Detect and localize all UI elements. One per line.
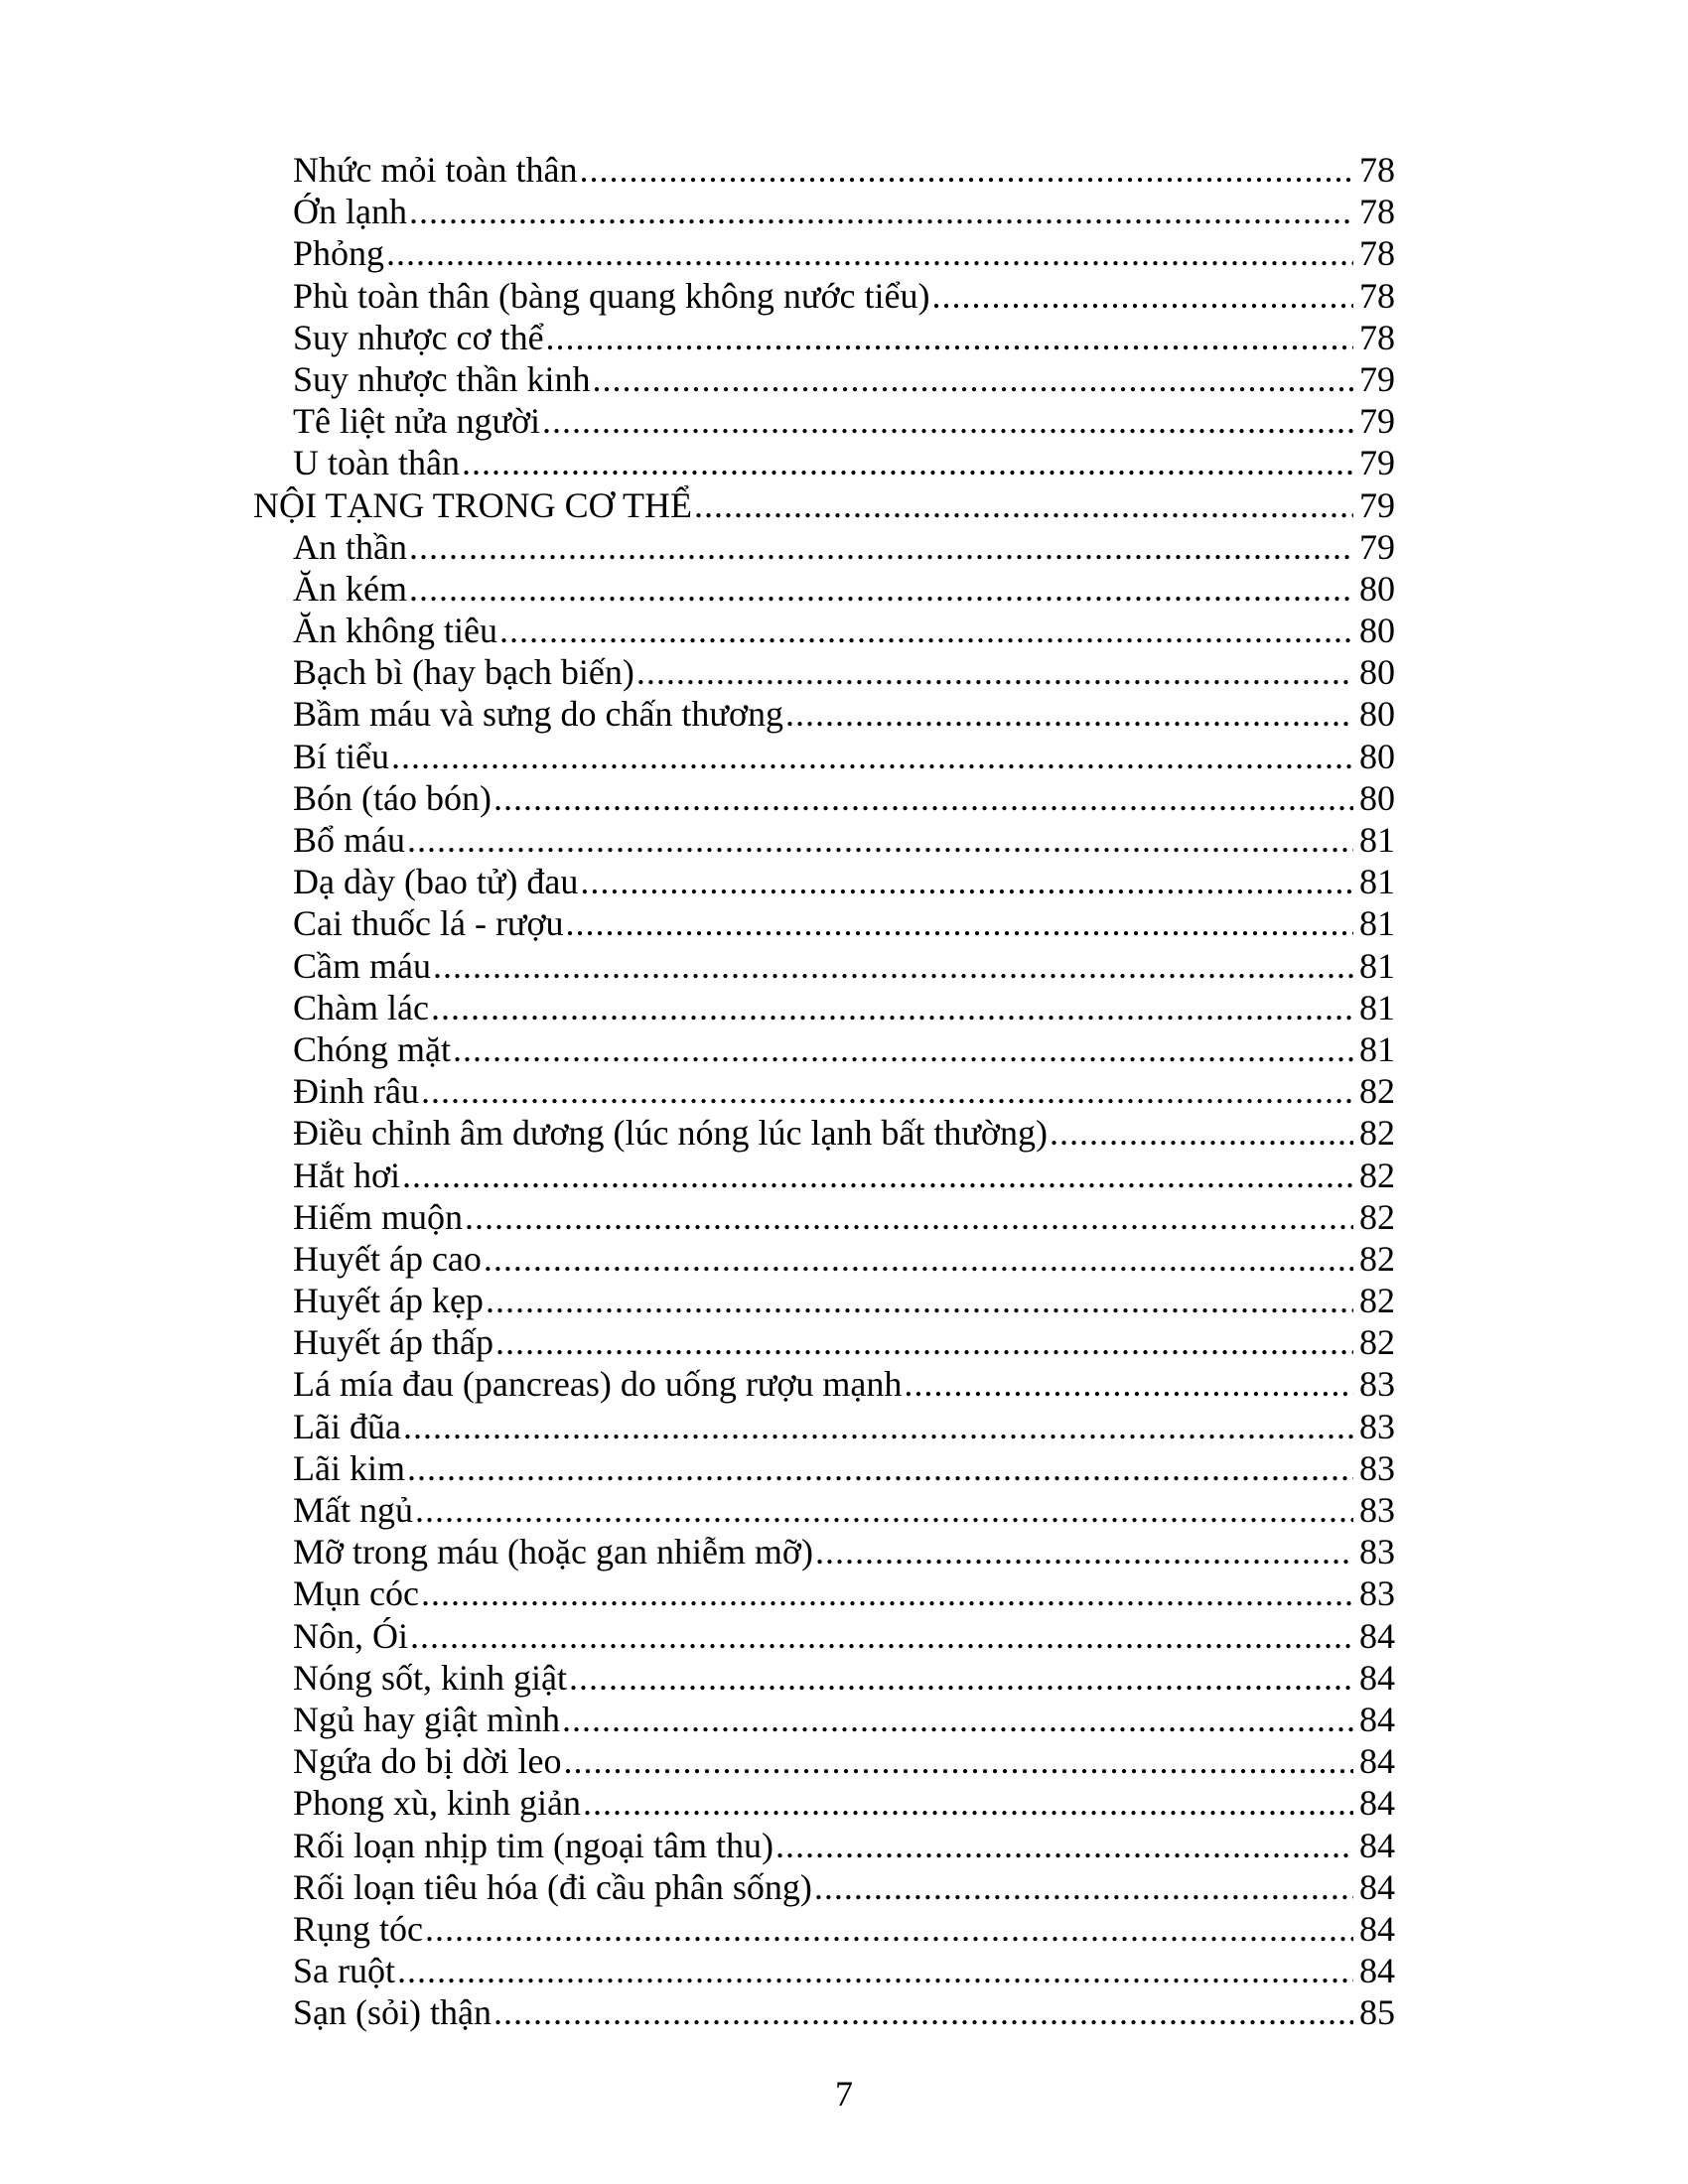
dot-leader: [410, 1615, 1353, 1657]
toc-entry: [253, 1572, 1395, 1614]
toc-entry-title: Rối loạn nhịp tim (ngoại tâm thu): [293, 1825, 774, 1865]
dot-leader: [493, 1991, 1353, 2033]
toc-entry-title: Sa ruột: [293, 1951, 395, 1991]
dot-leader: [565, 902, 1353, 944]
toc-entry: [253, 1657, 1395, 1699]
toc-entry: [253, 1280, 1395, 1321]
toc-entry-page: 82: [1359, 1155, 1395, 1195]
toc-entry-title: Ăn không tiêu: [293, 611, 497, 651]
toc-entry-page: 79: [1359, 484, 1395, 525]
toc-entry-page: 80: [1359, 694, 1395, 735]
dot-leader: [1050, 1112, 1353, 1154]
toc-entry-title: Phù toàn thân (bàng quang không nước tiểu): [293, 275, 930, 316]
toc-entry-page: 84: [1359, 1825, 1395, 1865]
dot-leader: [546, 317, 1353, 358]
toc-entry-title: Dạ dày (bao tử) đau: [293, 862, 579, 902]
dot-leader: [636, 651, 1353, 693]
toc-entry: [253, 610, 1395, 651]
toc-entry-title: Ngủ hay giật mình: [293, 1699, 560, 1739]
toc-entry-page: 85: [1359, 1992, 1395, 2033]
dot-leader: [421, 1572, 1353, 1614]
toc-entry: [253, 191, 1395, 232]
toc-entry-title: Huyết áp kẹp: [293, 1281, 484, 1321]
toc-entry-title: Tê liệt nửa người: [293, 401, 540, 442]
toc-entry-page: 81: [1359, 820, 1395, 860]
toc-entry-page: 84: [1359, 1783, 1395, 1824]
toc-entry-title: Suy nhược thần kinh: [293, 358, 591, 399]
dot-leader: [579, 149, 1353, 191]
toc-entry: [253, 568, 1395, 610]
toc-entry: [253, 1070, 1395, 1112]
toc-entry-title: Điều chỉnh âm dương (lúc nóng lúc lạnh bất thường): [293, 1113, 1048, 1154]
toc-entry: [253, 777, 1395, 819]
toc-entry: [253, 1489, 1395, 1531]
toc-entry-page: 82: [1359, 1281, 1395, 1321]
toc-entry: [253, 1196, 1395, 1238]
toc-entry: [253, 1908, 1395, 1950]
toc-entry-title: Bạch bì (hay bạch biến): [293, 652, 634, 693]
toc-entry-title: Nóng sốt, kinh giật: [293, 1657, 567, 1698]
toc-entry-title: Bón (táo bón): [293, 777, 492, 818]
toc-entry: [253, 149, 1395, 191]
dot-leader: [484, 1238, 1353, 1280]
toc-entry-page: 81: [1359, 862, 1395, 902]
dot-leader: [402, 1155, 1353, 1196]
toc-entry-title: Ớn lạnh: [293, 192, 407, 232]
toc-entry-title: An thần: [293, 526, 407, 567]
table-of-contents: [253, 149, 1395, 2033]
dot-leader: [407, 819, 1353, 861]
toc-section-heading: [253, 484, 1395, 526]
dot-leader: [562, 1699, 1353, 1740]
toc-entry-page: 81: [1359, 987, 1395, 1027]
toc-entry-page: 84: [1359, 1951, 1395, 1991]
dot-leader: [415, 1489, 1353, 1531]
toc-entry-title: Cầm máu: [293, 945, 431, 986]
dot-leader: [391, 736, 1353, 777]
toc-entry-page: 79: [1359, 526, 1395, 567]
toc-entry-page: 80: [1359, 611, 1395, 651]
dot-leader: [403, 1406, 1353, 1447]
toc-entry: [253, 945, 1395, 987]
toc-entry-title: Bầm máu và sưng do chấn thương: [293, 694, 783, 735]
toc-entry: [253, 1782, 1395, 1824]
dot-leader: [486, 1280, 1353, 1321]
toc-entry-title: Nôn, Ói: [293, 1615, 408, 1656]
dot-leader: [433, 945, 1353, 987]
toc-entry-page: 79: [1359, 401, 1395, 442]
toc-entry: [253, 1447, 1395, 1489]
toc-entry: [253, 526, 1395, 568]
toc-entry-title: Lãi đũa: [293, 1406, 401, 1446]
toc-entry-page: 84: [1359, 1908, 1395, 1949]
toc-entry-page: 78: [1359, 275, 1395, 316]
toc-entry-page: 83: [1359, 1573, 1395, 1614]
toc-entry: [253, 400, 1395, 442]
toc-entry: [253, 1112, 1395, 1154]
toc-entry-title: Hiếm muộn: [293, 1196, 463, 1237]
toc-entry: [253, 651, 1395, 693]
toc-entry-page: 84: [1359, 1699, 1395, 1739]
toc-entry-title: Rụng tóc: [293, 1908, 423, 1949]
toc-entry: [253, 819, 1395, 861]
toc-entry-title: Cai thuốc lá - rượu: [293, 903, 564, 944]
toc-entry: [253, 232, 1395, 274]
toc-entry-title: Rối loạn tiêu hóa (đi cầu phân sống): [293, 1866, 812, 1907]
toc-entry: [253, 317, 1395, 358]
toc-entry: [253, 1991, 1395, 2033]
dot-leader: [431, 987, 1353, 1028]
toc-entry-title: Mất ngủ: [293, 1490, 413, 1530]
toc-entry: [253, 442, 1395, 483]
toc-entry-page: 81: [1359, 945, 1395, 986]
dot-leader: [593, 358, 1353, 400]
toc-entry: [253, 1321, 1395, 1363]
dot-leader: [542, 400, 1353, 442]
dot-leader: [580, 861, 1353, 902]
toc-entry-page: 83: [1359, 1490, 1395, 1530]
dot-leader: [569, 1657, 1353, 1699]
dot-leader: [453, 1028, 1353, 1070]
dot-leader: [493, 777, 1353, 819]
dot-leader: [785, 693, 1353, 735]
toc-entry-page: 79: [1359, 443, 1395, 483]
toc-entry-page: 83: [1359, 1364, 1395, 1405]
toc-entry-title: NỘI TẠNG TRONG CƠ THỂ: [253, 484, 693, 525]
toc-entry: [253, 736, 1395, 777]
toc-entry-page: 82: [1359, 1196, 1395, 1237]
toc-entry: [253, 902, 1395, 944]
toc-entry-page: 78: [1359, 233, 1395, 274]
toc-entry: [253, 1950, 1395, 1991]
toc-entry-page: 78: [1359, 317, 1395, 357]
toc-entry-title: Lá mía đau (pancreas) do uống rượu mạnh: [293, 1364, 903, 1405]
toc-entry-title: Đinh râu: [293, 1071, 419, 1112]
dot-leader: [421, 1070, 1353, 1112]
dot-leader: [583, 1782, 1353, 1824]
dot-leader: [694, 484, 1353, 526]
toc-entry: [253, 1238, 1395, 1280]
dot-leader: [425, 1908, 1353, 1950]
toc-entry-title: U toàn thân: [293, 443, 460, 483]
toc-entry-title: Sạn (sỏi) thận: [293, 1992, 492, 2033]
dot-leader: [775, 1825, 1353, 1866]
toc-entry: [253, 861, 1395, 902]
toc-entry-page: 80: [1359, 777, 1395, 818]
toc-entry-title: Bổ máu: [293, 820, 405, 860]
toc-entry-title: Bí tiểu: [293, 736, 389, 776]
page-number: 7: [835, 2074, 853, 2114]
dot-leader: [815, 1531, 1353, 1572]
toc-entry-page: 78: [1359, 150, 1395, 190]
dot-leader: [495, 1321, 1353, 1363]
toc-entry: [253, 275, 1395, 317]
toc-entry-title: Mụn cóc: [293, 1573, 419, 1614]
dot-leader: [397, 1950, 1353, 1991]
toc-entry-page: 82: [1359, 1071, 1395, 1112]
toc-entry-page: 80: [1359, 568, 1395, 609]
toc-entry: [253, 693, 1395, 735]
toc-entry-title: Nhức mỏi toàn thân: [293, 150, 578, 190]
toc-entry: [253, 1363, 1395, 1405]
toc-entry-title: Chàm lác: [293, 987, 429, 1027]
dot-leader: [814, 1866, 1353, 1908]
toc-entry-title: Huyết áp cao: [293, 1238, 482, 1279]
toc-entry-page: 78: [1359, 192, 1395, 232]
dot-leader: [409, 191, 1353, 232]
toc-entry-title: Phỏng: [293, 233, 385, 274]
dot-leader: [407, 1447, 1353, 1489]
toc-entry-title: Suy nhược cơ thể: [293, 317, 544, 357]
dot-leader: [564, 1740, 1353, 1782]
toc-entry-page: 83: [1359, 1447, 1395, 1488]
toc-entry: [253, 1740, 1395, 1782]
toc-entry-title: Lãi kim: [293, 1447, 405, 1488]
toc-entry-page: 82: [1359, 1322, 1395, 1363]
toc-entry-page: 80: [1359, 652, 1395, 693]
dot-leader: [465, 1196, 1353, 1238]
toc-entry: [253, 987, 1395, 1028]
toc-entry-page: 80: [1359, 736, 1395, 776]
toc-entry: [253, 1825, 1395, 1866]
dot-leader: [386, 232, 1353, 274]
toc-entry-page: 84: [1359, 1866, 1395, 1907]
toc-entry-page: 82: [1359, 1238, 1395, 1279]
toc-entry: [253, 1699, 1395, 1740]
toc-entry: [253, 358, 1395, 400]
dot-leader: [931, 275, 1353, 317]
toc-entry-title: Phong xù, kinh giản: [293, 1783, 582, 1824]
toc-entry-page: 79: [1359, 358, 1395, 399]
toc-entry-page: 84: [1359, 1615, 1395, 1656]
toc-entry-title: Chóng mặt: [293, 1028, 451, 1069]
toc-entry-page: 83: [1359, 1406, 1395, 1446]
toc-entry: [253, 1615, 1395, 1657]
toc-entry-page: 82: [1359, 1113, 1395, 1154]
dot-leader: [462, 442, 1353, 483]
toc-entry: [253, 1155, 1395, 1196]
toc-entry-page: 84: [1359, 1657, 1395, 1698]
toc-entry-page: 81: [1359, 903, 1395, 944]
toc-entry-title: Huyết áp thấp: [293, 1322, 493, 1363]
toc-entry-title: Ngứa do bị dời leo: [293, 1741, 562, 1782]
toc-entry-page: 81: [1359, 1028, 1395, 1069]
toc-entry-page: 83: [1359, 1532, 1395, 1572]
toc-entry-title: Mỡ trong máu (hoặc gan nhiễm mỡ): [293, 1532, 813, 1572]
toc-entry-title: Hắt hơi: [293, 1155, 401, 1195]
toc-entry: [253, 1866, 1395, 1908]
dot-leader: [409, 526, 1353, 568]
toc-entry: [253, 1028, 1395, 1070]
toc-entry-title: Ăn kém: [293, 568, 407, 609]
dot-leader: [409, 568, 1353, 610]
toc-entry: [253, 1406, 1395, 1447]
toc-entry-page: 84: [1359, 1741, 1395, 1782]
dot-leader: [904, 1363, 1353, 1405]
dot-leader: [499, 610, 1353, 651]
toc-entry: [253, 1531, 1395, 1572]
